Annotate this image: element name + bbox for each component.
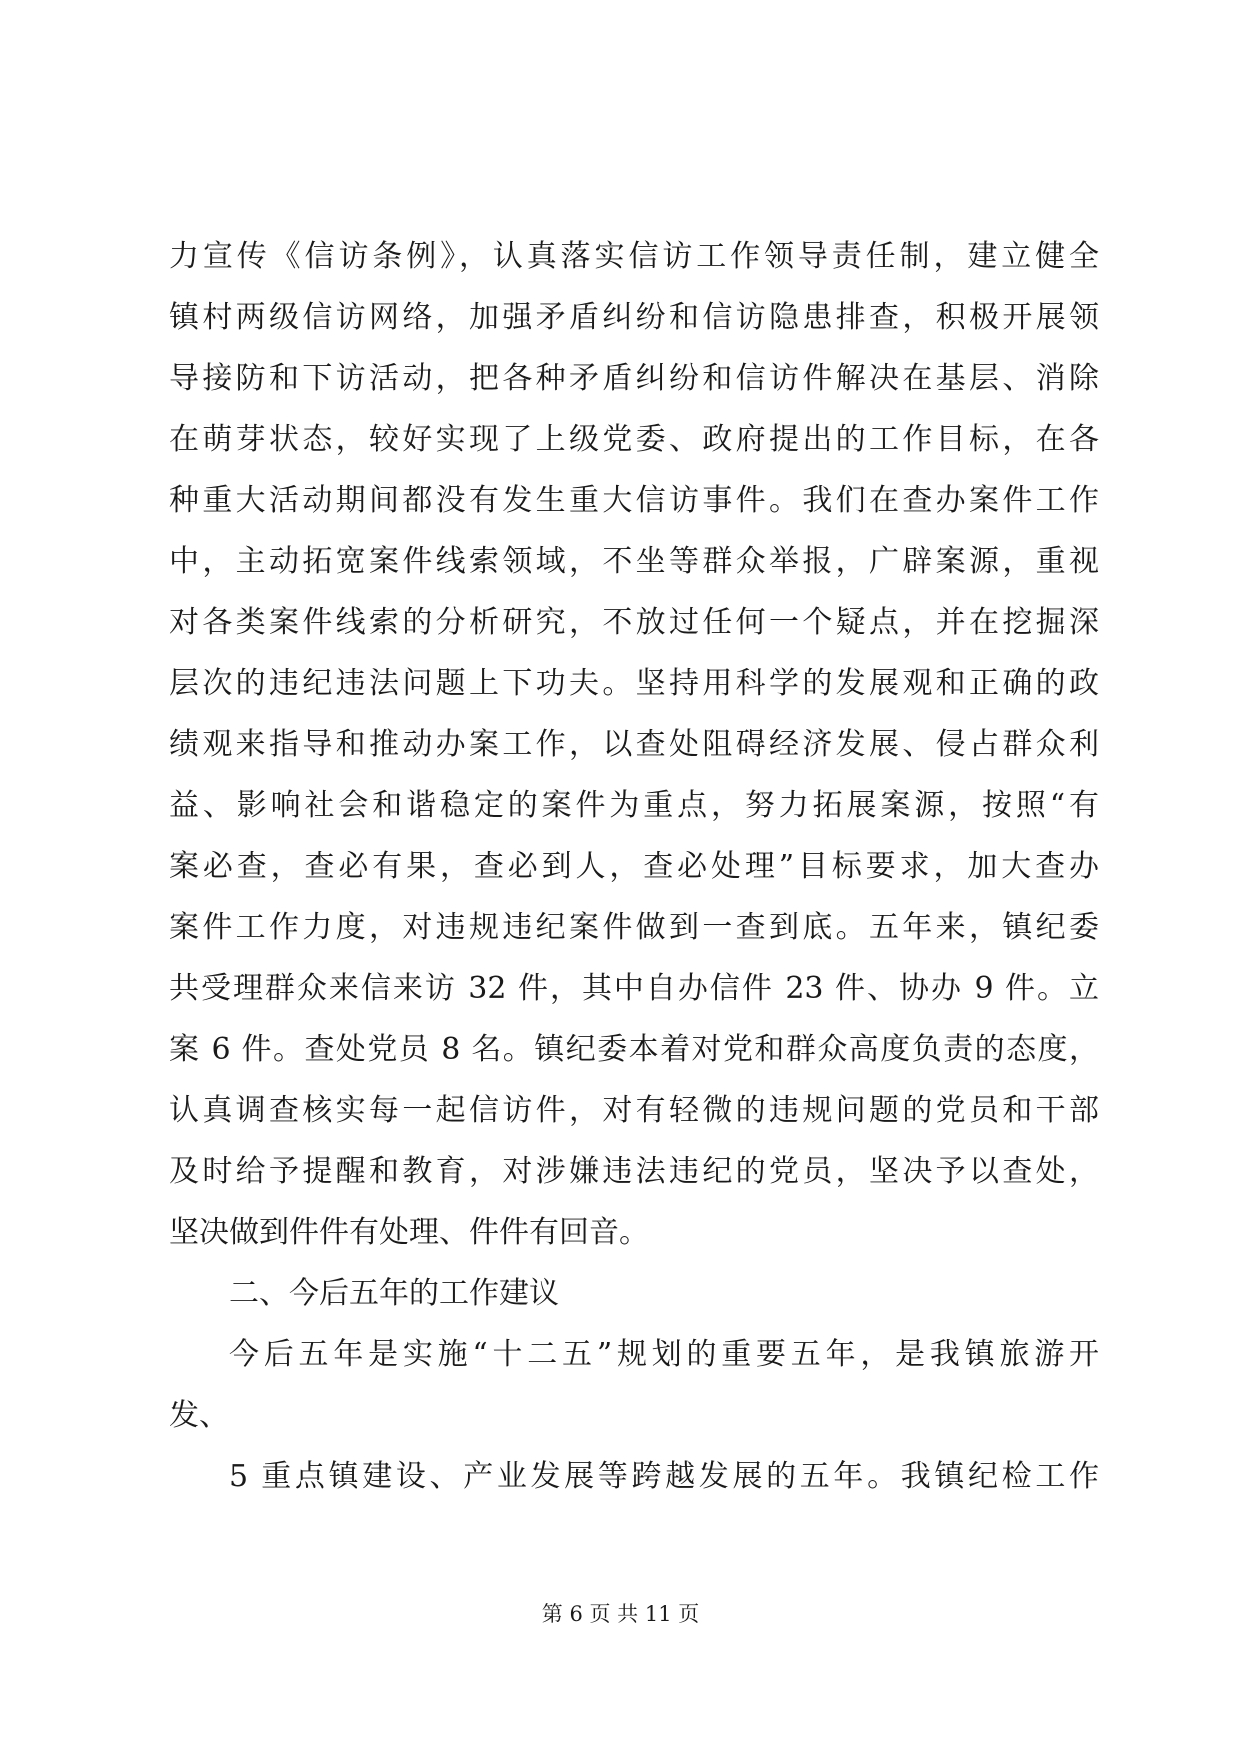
text-line: 力宣传《信访条例》，认真落实信访工作领导责任制，建立健全 [169,239,1099,274]
page-number-footer: 第 6 页 共 11 页 [541,1602,700,1626]
text-line: 今后五年是实施“十二五”规划的重要五年，是我镇旅游开 [229,1337,1099,1372]
text-line: 案 6 件。查处党员 8 名。镇纪委本着对党和群众高度负责的态度， [169,1032,1099,1067]
text-line: 绩观来指导和推动办案工作，以查处阻碍经济发展、侵占群众利 [169,727,1099,762]
document-body [169,226,1099,1507]
text-line: 层次的违纪违法问题上下功夫。坚持用科学的发展观和正确的政 [169,666,1099,701]
text-line: 共受理群众来信来访 32 件，其中自办信件 23 件、协办 9 件。立 [169,971,1099,1006]
text-line: 种重大活动期间都没有发生重大信访事件。我们在查办案件工作 [169,483,1099,518]
text-line: 案件工作力度，对违规违纪案件做到一查到底。五年来，镇纪委 [169,910,1099,945]
text-line: 对各类案件线索的分析研究，不放过任何一个疑点，并在挖掘深 [169,605,1099,640]
section-heading: 二、今后五年的工作建议 [229,1276,559,1311]
text-line: 认真调查核实每一起信访件，对有轻微的违规问题的党员和干部 [169,1093,1099,1128]
text-line: 在萌芽状态，较好实现了上级党委、政府提出的工作目标，在各 [169,422,1099,457]
text-line: 导接防和下访活动，把各种矛盾纠纷和信访件解决在基层、消除 [169,361,1099,396]
text-line: 及时给予提醒和教育，对涉嫌违法违纪的党员，坚决予以查处， [169,1154,1099,1189]
text-line: 5 重点镇建设、产业发展等跨越发展的五年。我镇纪检工作 [229,1459,1099,1494]
text-line: 益、影响社会和谐稳定的案件为重点，努力拓展案源，按照“有 [169,788,1099,823]
text-line: 坚决做到件件有处理、件件有回音。 [169,1215,649,1250]
text-line: 中，主动拓宽案件线索领域，不坐等群众举报，广辟案源，重视 [169,544,1099,579]
text-line: 镇村两级信访网络，加强矛盾纠纷和信访隐患排查，积极开展领 [169,300,1099,335]
text-line: 案必查，查必有果，查必到人，查必处理”目标要求，加大查办 [169,849,1099,884]
text-line: 发、 [169,1398,229,1433]
